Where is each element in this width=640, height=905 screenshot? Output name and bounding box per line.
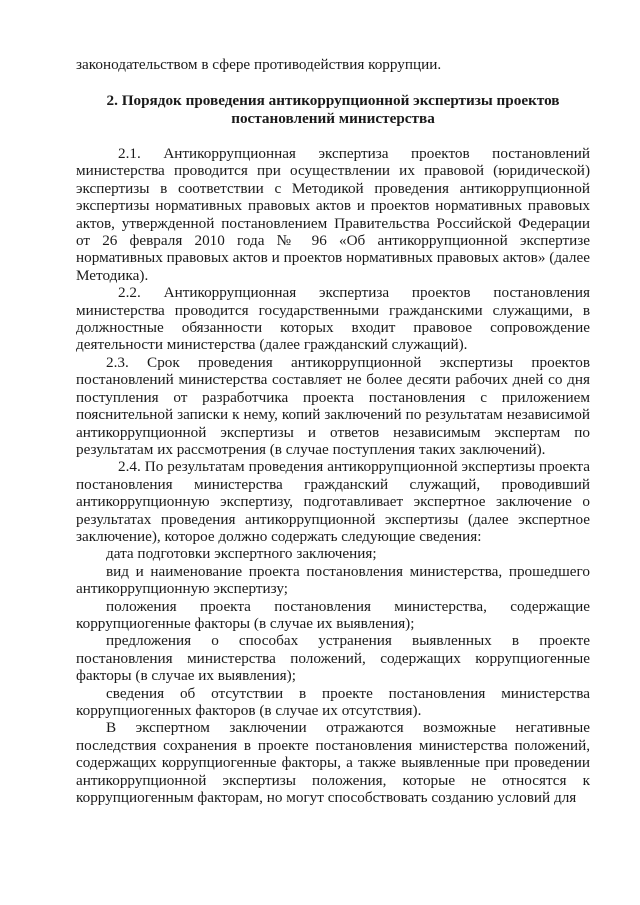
paragraph-2-2: 2.2. Антикоррупционная экспертиза проектов постановления министерства проводится государственными гражданскими служащими, в должностные обязанности которых входит правовое сопровождение деятельности министерства (далее гражданский служащий). [76, 284, 590, 354]
paragraph-2-1: 2.1. Антикоррупционная экспертиза проектов постановлений министерства проводится при осуществлении их правовой (юридической) экспертизы в соответствии с Методикой проведения антикоррупционной экспертизы нормативных правовых актов и проектов нормативных правовых актов, утвержденной постановлением Правительства Российской Федерации от 26 февраля 2010 года № 96 «Об антикоррупционной экспертизе нормативных правовых актов и проектов нормативных правовых актов» (далее Методика). [76, 145, 590, 284]
section-title [76, 92, 590, 128]
document-lead [76, 56, 590, 73]
list-item-date: дата подготовки экспертного заключения; [106, 545, 377, 563]
document-body [76, 145, 590, 806]
section-title-line-1: 2. Порядок проведения антикоррупционной экспертизы проектов [106, 92, 560, 109]
paragraph-2-4: 2.4. По результатам проведения антикоррупционной экспертизы проекта постановления министерства гражданский служащий, проводивший антикоррупционную экспертизу, подготавливает экспертное заключение о результатах проведения антикоррупционной экспертизы (далее экспертное заключение), которое должно содержать следующие сведения: [76, 458, 590, 545]
paragraph-2-3: 2.3. Срок проведения антикоррупционной экспертизы проектов постановлений министерства составляет не более десяти рабочих дней со дня поступления от разработчика проекта постановления с приложением пояснительной записки к нему, копий заключений по результатам независимой антикоррупционной экспертизы и ответов независимым экспертам по результатам их рассмотрения (в случае поступления таких заключений). [76, 353, 590, 458]
list-item-kind: вид и наименование проекта постановления министерства, прошедшего антикоррупционную экспертизу; [76, 562, 590, 598]
list-item-absence: сведения об отсутствии в проекте постановления министерства коррупциогенных факторов (в случае их отсутствия). [76, 684, 590, 719]
list-item-proposals: предложения о способах устранения выявленных в проекте постановления министерства положений, содержащих коррупциогенные факторы (в случае их выявления); [76, 632, 590, 685]
lead-line: законодательством в сфере противодействия коррупции. [76, 56, 442, 73]
paragraph-consequences: В экспертном заключении отражаются возможные негативные последствия сохранения в проекте постановления министерства положений, содержащих коррупциогенные факторы, а также выявленные при проведении антикоррупционной экспертизы положения, которые не относятся к коррупциогенным факторам, но могут способствовать созданию условий для [76, 719, 590, 807]
list-item-provisions: положения проекта постановления министерства, содержащие коррупциогенные факторы (в случае их выявления); [76, 597, 590, 632]
section-title-line-2: постановлений министерства [231, 110, 435, 127]
